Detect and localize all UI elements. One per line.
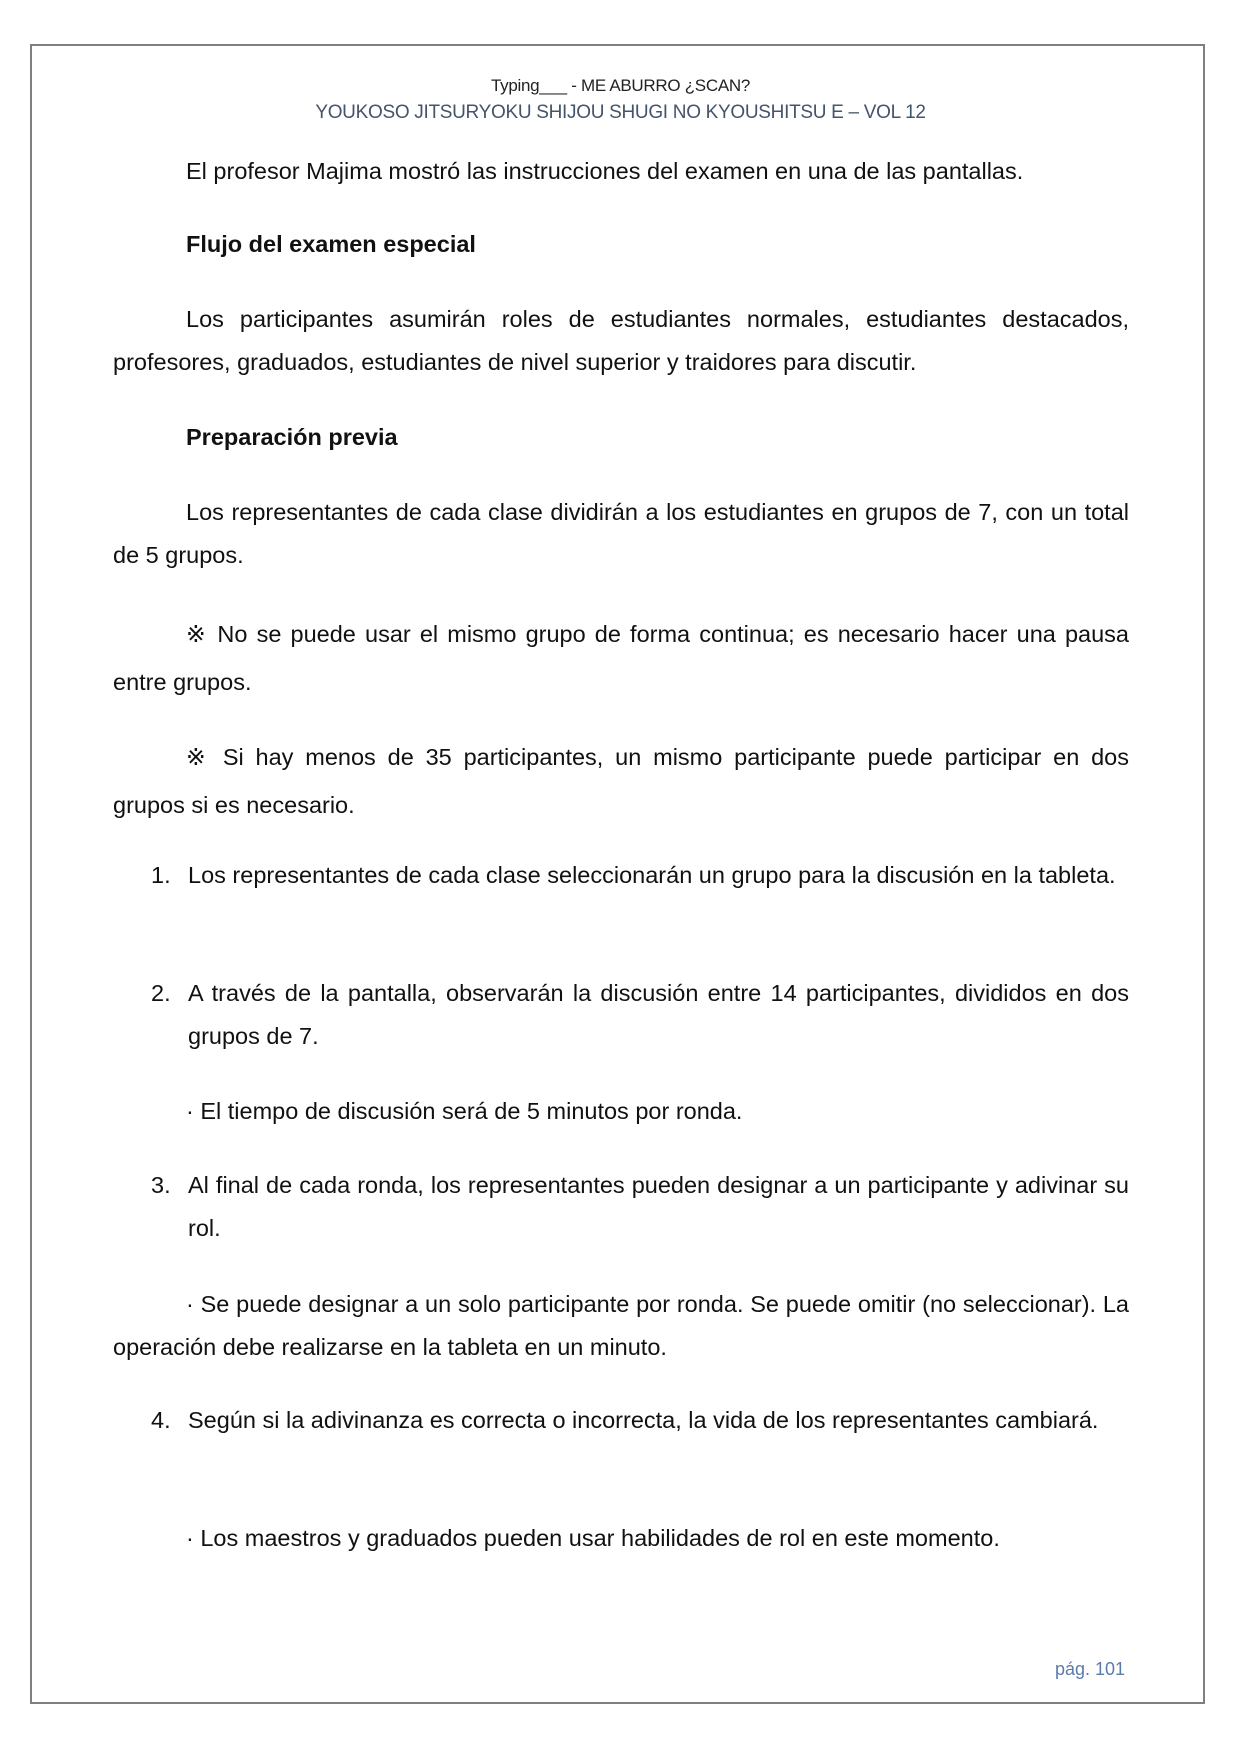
list-text: A través de la pantalla, observarán la discusión entre 14 participantes, divididos en dos grupos de 7. bbox=[188, 980, 1129, 1049]
list-number: 2. bbox=[151, 980, 171, 1006]
paragraph-roles: Los participantes asumirán roles de estudiantes normales, estudiantes destacados, profesores, graduados, estudiantes de nivel superior y traidores para discutir. bbox=[113, 306, 1129, 375]
sub-note-designation: · Se puede designar a un solo participante por ronda. Se puede omitir (no seleccionar). La operación debe realizarse en la tableta en un minuto. bbox=[113, 1291, 1129, 1360]
list-text: Al final de cada ronda, los representantes pueden designar a un participante y adivinar su rol. bbox=[188, 1172, 1129, 1241]
list-number: 3. bbox=[151, 1172, 171, 1198]
note-fewer-participants: ※ Si hay menos de 35 participantes, un mismo participante puede participar en dos grupos si es necesario. bbox=[113, 744, 1129, 818]
paragraph-groups: Los representantes de cada clase dividirán a los estudiantes en grupos de 7, con un total de 5 grupos. bbox=[113, 499, 1129, 568]
heading-preparation: Preparación previa bbox=[186, 424, 398, 450]
list-item-3 bbox=[151, 1164, 1129, 1250]
header-book-title: YOUKOSO JITSURYOKU SHIJOU SHUGI NO KYOUSHITSU E – VOL 12 bbox=[315, 102, 926, 123]
list-item-4 bbox=[151, 1399, 1129, 1442]
list-text: Según si la adivinanza es correcta o incorrecta, la vida de los representantes cambiará. bbox=[188, 1407, 1099, 1433]
list-text: Los representantes de cada clase seleccionarán un grupo para la discusión en la tableta. bbox=[188, 862, 1116, 888]
list-item-1 bbox=[151, 854, 1129, 897]
list-number: 1. bbox=[151, 862, 171, 888]
sub-note-role-skills: · Los maestros y graduados pueden usar habilidades de rol en este momento. bbox=[186, 1525, 1000, 1551]
sub-note-discussion-time: · El tiempo de discusión será de 5 minutos por ronda. bbox=[186, 1098, 743, 1124]
list-number: 4. bbox=[151, 1407, 171, 1433]
note-continuous-group: ※ No se puede usar el mismo grupo de forma continua; es necesario hacer una pausa entre grupos. bbox=[113, 621, 1129, 695]
heading-exam-flow: Flujo del examen especial bbox=[186, 231, 476, 257]
list-item-2 bbox=[151, 972, 1129, 1058]
paragraph-intro: El profesor Majima mostró las instrucciones del examen en una de las pantallas. bbox=[186, 158, 1024, 184]
page-number: pág. 101 bbox=[1055, 1659, 1126, 1679]
header-typing-credit: Typing___ - ME ABURRO ¿SCAN? bbox=[491, 76, 750, 95]
